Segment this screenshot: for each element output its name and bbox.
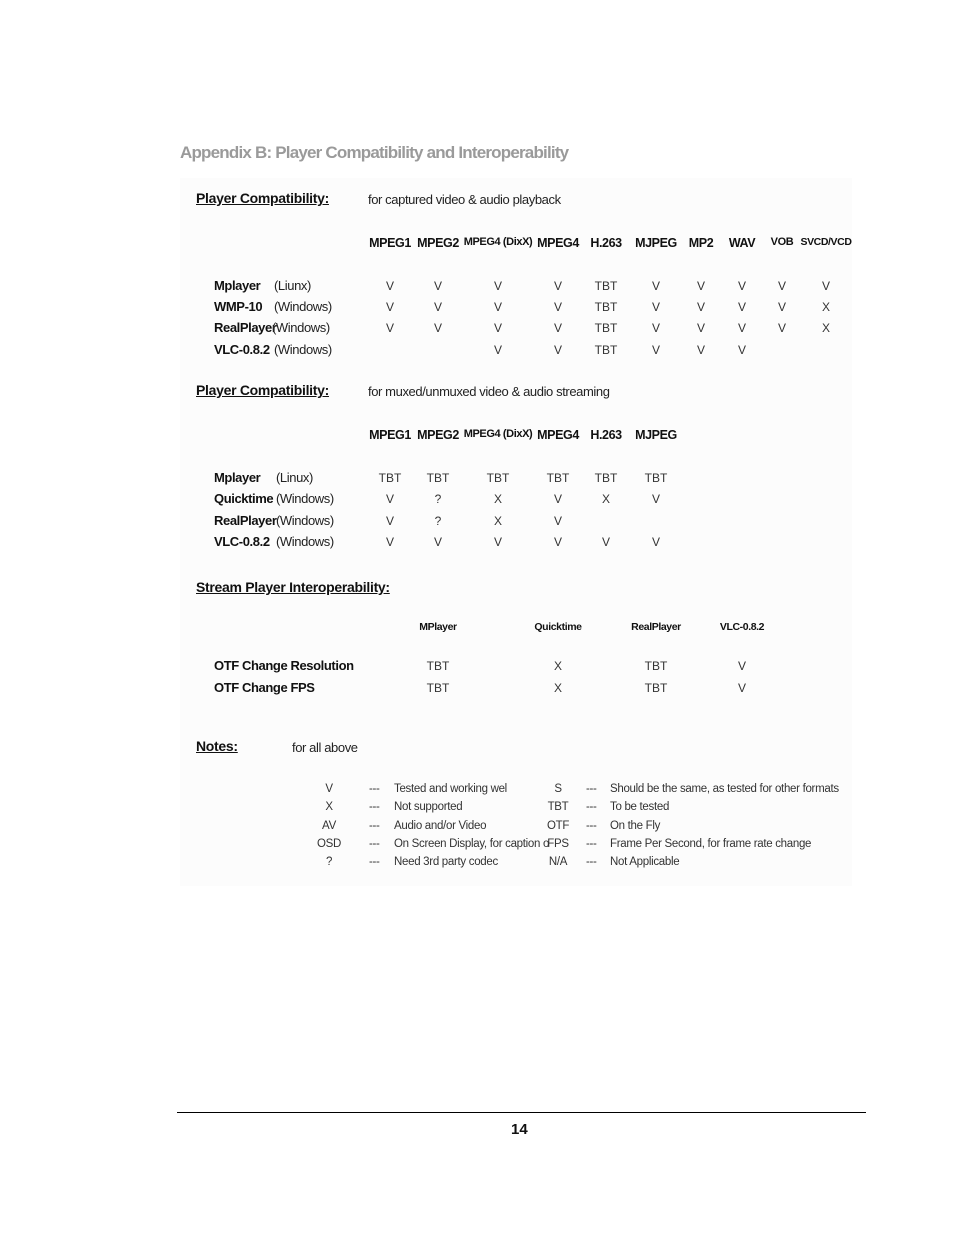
compat-cell: X xyxy=(821,321,831,335)
player-platform: (Liunx) xyxy=(274,278,311,293)
compat-cell: V xyxy=(696,279,706,293)
notes-heading: Notes: xyxy=(196,738,238,754)
compat-cell: X xyxy=(493,514,503,528)
compat-cell: V xyxy=(651,321,661,335)
compat-cell: TBT xyxy=(644,471,668,485)
note-symbol: TBT xyxy=(547,801,569,813)
compat-cell: V xyxy=(385,514,395,528)
interop-cell: X xyxy=(553,659,563,673)
note-description: Not supported xyxy=(394,801,463,813)
player-name: WMP-10 xyxy=(214,299,263,314)
compat-cell: V xyxy=(651,300,661,314)
page-number: 14 xyxy=(511,1121,528,1138)
compat-cell: V xyxy=(777,300,787,314)
column-header: H.263 xyxy=(590,428,622,442)
note-dash: --- xyxy=(586,820,597,832)
note-description: Audio and/or Video xyxy=(394,820,487,832)
compat-cell: V xyxy=(651,492,661,506)
player-name: RealPlayer xyxy=(214,320,277,335)
compat-cell: V xyxy=(385,279,395,293)
note-symbol: V xyxy=(325,783,333,795)
player-platform: (Windows) xyxy=(276,534,334,549)
compat-cell: TBT xyxy=(546,471,570,485)
compat-cell: V xyxy=(737,321,747,335)
compat-cell: V xyxy=(553,300,563,314)
column-header: MPEG4 (DixX) xyxy=(463,428,533,440)
note-description: On Screen Display, for caption o xyxy=(394,838,550,850)
column-header: RealPlayer xyxy=(631,621,681,633)
interop-cell: TBT xyxy=(644,681,668,695)
compat-cell: V xyxy=(651,279,661,293)
note-description: Need 3rd party codec xyxy=(394,856,498,868)
note-symbol: OSD xyxy=(316,838,342,850)
compat-cell: V xyxy=(385,300,395,314)
interop-cell: V xyxy=(737,659,747,673)
compat-cell: V xyxy=(737,279,747,293)
compat-cell: V xyxy=(385,492,395,506)
note-description: Frame Per Second, for frame rate change xyxy=(610,838,812,850)
column-header: MP2 xyxy=(688,236,714,250)
compat-cell: V xyxy=(821,279,831,293)
compat-cell: TBT xyxy=(486,471,510,485)
compat-cell: V xyxy=(777,279,787,293)
column-header: VOB xyxy=(770,236,794,248)
column-header: Quicktime xyxy=(534,621,582,633)
note-dash: --- xyxy=(369,820,380,832)
column-header: MPEG4 xyxy=(537,428,579,442)
player-name: Mplayer xyxy=(214,470,261,485)
compat-cell: ? xyxy=(434,492,442,506)
note-description: To be tested xyxy=(610,801,670,813)
interop-cell: X xyxy=(553,681,563,695)
compat-cell: V xyxy=(553,321,563,335)
section-heading-streaming: Player Compatibility: xyxy=(196,382,329,398)
note-dash: --- xyxy=(369,783,380,795)
column-header: MPEG1 xyxy=(369,428,411,442)
compat-cell: TBT xyxy=(594,300,618,314)
column-header: MPEG1 xyxy=(369,236,411,250)
note-dash: --- xyxy=(586,838,597,850)
compat-cell: V xyxy=(553,343,563,357)
compat-cell: V xyxy=(433,321,443,335)
column-header: MPEG2 xyxy=(417,428,459,442)
compat-cell: V xyxy=(553,492,563,506)
compat-cell: V xyxy=(433,279,443,293)
column-header: MJPEG xyxy=(635,236,677,250)
note-symbol: N/A xyxy=(548,856,568,868)
compat-cell: V xyxy=(601,535,611,549)
compat-cell: V xyxy=(737,300,747,314)
player-name: RealPlayer xyxy=(214,513,277,528)
note-symbol: FPS xyxy=(547,838,569,850)
compat-cell: V xyxy=(493,343,503,357)
player-name: Mplayer xyxy=(214,278,261,293)
note-symbol: S xyxy=(554,783,562,795)
section-heading-interop: Stream Player Interoperability: xyxy=(196,579,390,595)
note-symbol: X xyxy=(325,801,333,813)
compat-cell: TBT xyxy=(594,343,618,357)
column-header: MPEG4 (DixX) xyxy=(463,236,533,248)
compat-cell: V xyxy=(553,279,563,293)
player-name: VLC-0.8.2 xyxy=(214,342,270,357)
compat-cell: V xyxy=(696,343,706,357)
note-dash: --- xyxy=(586,783,597,795)
interop-cell: V xyxy=(737,681,747,695)
column-header: VLC-0.8.2 xyxy=(719,621,765,633)
compat-cell: V xyxy=(777,321,787,335)
interop-cell: TBT xyxy=(644,659,668,673)
compat-cell: TBT xyxy=(426,471,450,485)
compat-cell: TBT xyxy=(594,321,618,335)
column-header: MPEG4 xyxy=(537,236,579,250)
interop-feature: OTF Change Resolution xyxy=(214,658,354,673)
compat-cell: V xyxy=(737,343,747,357)
note-dash: --- xyxy=(369,856,380,868)
interop-cell: TBT xyxy=(426,681,450,695)
compat-cell: V xyxy=(651,535,661,549)
column-header: SVCD/VCD xyxy=(800,236,852,248)
note-dash: --- xyxy=(586,801,597,813)
section-heading-playback: Player Compatibility: xyxy=(196,190,329,206)
column-header: MPlayer xyxy=(419,621,457,633)
compat-cell: V xyxy=(493,535,503,549)
interop-cell: TBT xyxy=(426,659,450,673)
player-name: Quicktime xyxy=(214,491,274,506)
note-symbol: ? xyxy=(325,856,333,868)
compat-cell: V xyxy=(553,514,563,528)
player-platform: (Windows) xyxy=(276,513,334,528)
page-title: Appendix B: Player Compatibility and Interoperability xyxy=(180,143,569,162)
player-platform: (Windows) xyxy=(274,299,332,314)
player-platform: (Linux) xyxy=(276,470,313,485)
compat-cell: V xyxy=(433,300,443,314)
section-subtitle-playback: for captured video & audio playback xyxy=(368,192,561,207)
player-platform: (Windows) xyxy=(274,342,332,357)
compat-cell: TBT xyxy=(378,471,402,485)
column-header: WAV xyxy=(728,236,756,250)
section-subtitle-streaming: for muxed/unmuxed video & audio streaming xyxy=(368,384,610,399)
compat-cell: X xyxy=(493,492,503,506)
compat-cell: V xyxy=(696,321,706,335)
note-symbol: OTF xyxy=(546,820,570,832)
compat-cell: V xyxy=(696,300,706,314)
compat-cell: X xyxy=(821,300,831,314)
note-description: Should be the same, as tested for other formats xyxy=(610,783,839,795)
compat-cell: V xyxy=(651,343,661,357)
compat-cell: TBT xyxy=(594,279,618,293)
note-description: Not Applicable xyxy=(610,856,680,868)
player-name: VLC-0.8.2 xyxy=(214,534,270,549)
footer-rule xyxy=(177,1112,866,1113)
note-description: Tested and working wel xyxy=(394,783,507,795)
note-dash: --- xyxy=(369,801,380,813)
column-header: MPEG2 xyxy=(417,236,459,250)
interop-feature: OTF Change FPS xyxy=(214,680,315,695)
compat-cell: V xyxy=(385,535,395,549)
column-header: MJPEG xyxy=(635,428,677,442)
note-description: On the Fly xyxy=(610,820,661,832)
compat-cell: X xyxy=(601,492,611,506)
compat-cell: V xyxy=(553,535,563,549)
player-platform: (Windows) xyxy=(272,320,330,335)
note-dash: --- xyxy=(586,856,597,868)
column-header: H.263 xyxy=(590,236,622,250)
compat-cell: V xyxy=(493,279,503,293)
compat-cell: V xyxy=(385,321,395,335)
compat-cell: ? xyxy=(434,514,442,528)
player-platform: (Windows) xyxy=(276,491,334,506)
notes-subtitle: for all above xyxy=(292,740,358,755)
compat-cell: V xyxy=(493,300,503,314)
note-dash: --- xyxy=(369,838,380,850)
compat-cell: TBT xyxy=(594,471,618,485)
compat-cell: V xyxy=(493,321,503,335)
compat-cell: V xyxy=(433,535,443,549)
note-symbol: AV xyxy=(322,820,336,832)
